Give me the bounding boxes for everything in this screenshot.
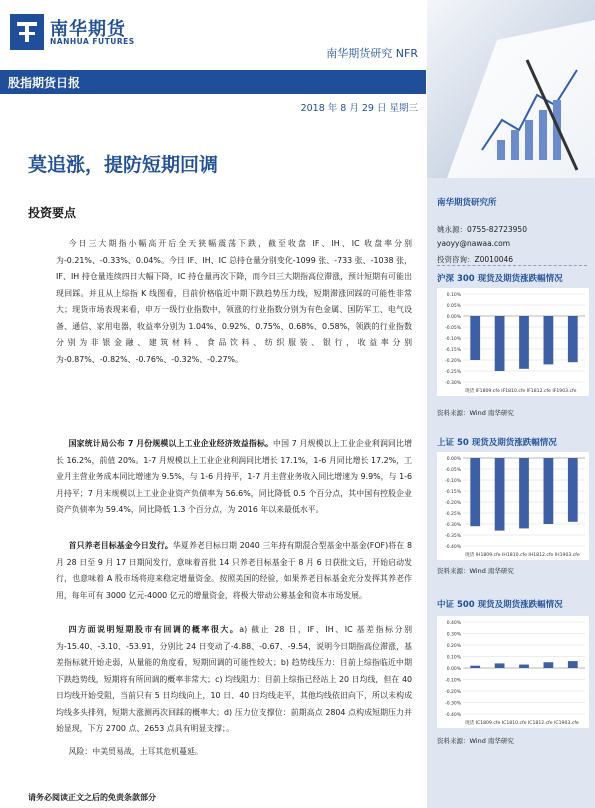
y-tick-label: -0.05%: [445, 468, 461, 473]
y-tick-label: -0.25%: [445, 512, 461, 517]
y-tick-label: 0.10%: [446, 293, 461, 298]
bar: [544, 662, 554, 668]
chart-title-sz50: 上证 50 现货及期货涨跌幅情况: [437, 438, 557, 448]
y-tick-label: 0.00%: [446, 667, 461, 672]
bar: [568, 661, 578, 668]
y-tick-label: -0.10%: [445, 678, 461, 684]
paragraph-market-summary: 今日三大期指小幅高开后全天狭幅震荡下跌，截至收盘 IF、IH、IC 收盘率分别为-0.21%、-0.33%、0.04%。今日 IF、IH、IC 总持仓量分别变化-1099 张、-733 张、-1038 张，IF、IH 持仓量连续四日大幅下降，IC 持仓量再次下降，而今日三大期指高位滞涨，预计短期有可能出现回踩。并且从上综指 K 线图看，目前价格临近中期下跌趋势压力线，短期滞涨回踩的可能性非常大；现货市场表现来看，申万一级行业指数中，领涨的行业指数分别为有色金属、国防军工、电气设备、通信、家用电器，收益率分别为 1.04%、0.92%、0.75%、0.68%、0.58%，领跌的行业指数分别为非银金融、建筑材料、食品饮料、纺织服装、银行，收益率分别为-0.87%、-0.82%、-0.76%、-0.32%、-0.27%。: [56, 239, 412, 364]
disclaimer-note: 请务必阅读正文之后的免责条款部分: [28, 793, 156, 802]
paragraph-body: a) 截止 28 日，IF、IH、IC 基差指标分别为-15.40、-3.10、-53.91，分别比 24 日变动了-4.88、-0.67、-9.54，说明今日期指高位滞涨，基差指标就开始走弱，从量能的角度看，短期回调的可能性较大；b) 趋势线压力：目前上综指临近中期下跌趋势线，短期将有所回调的概率非常大；c) 均线阻力：目前上综指已经站上 20 日均线，但在 40 日均线开始受阻，当前只有 5 日均线向上，10 日、40 日均线走平，其他均线依旧向下，所以未构成均线多头排列，短期大涨测再次回踩的概率大；d) 压力位支撑位：前期高点 2804 点构成短期压力并始显现，下方 2700 点、2653 点具有明显支撑；。: [56, 625, 412, 733]
bar: [519, 665, 529, 668]
bar: [568, 316, 578, 362]
bar-chart-hs300: [437, 288, 589, 396]
paragraph-pension-fund: [56, 538, 412, 604]
y-tick-label: -0.15%: [445, 490, 461, 495]
paragraph-correction-risk: [56, 622, 412, 738]
y-tick-label: 0.10%: [446, 655, 461, 661]
bar: [495, 663, 505, 668]
y-tick-label: -0.10%: [445, 479, 461, 484]
paragraph-body: 中国 7 月规模以上工业企业利润同比增长 16.2%，前值 20%。1-7 月规模以上工业企业利润同比增长 17.1%，1-6 月同比增长 17.2%，工业月主营业务成本同比增速为 9.5%，与 1-6 月持平，1-7 月主营业务收入同比增速为 9.9%，与 1-6 月持平；7 月末规模以上工业企业资产负债率为 56.6%，同比降低 0.5 个百分点，其中国有控股企业资产负债率为 59.4%，同比降低 1.3 个百分点，为 2016 年以来最低水平。: [56, 439, 412, 514]
chart-title-zz500: 中证 500 现货及期货涨跌幅情况: [437, 600, 563, 610]
bar: [470, 458, 480, 526]
y-tick-label: 0.40%: [446, 621, 461, 626]
bar: [519, 316, 529, 369]
logo-mark: [10, 14, 44, 50]
y-tick-label: 0.00%: [446, 457, 461, 462]
cover-photo: [427, 0, 595, 178]
y-tick-label: -0.30%: [445, 701, 461, 707]
y-tick-label: -0.15%: [445, 348, 461, 353]
paragraph-lead: 国家统计局公布 7 月份规模以上工业企业经济效益指标。: [68, 439, 274, 448]
logo-text-cn: 南华期货: [50, 19, 126, 40]
y-tick-label: -0.40%: [445, 713, 461, 718]
y-tick-label: -0.25%: [445, 370, 461, 375]
y-tick-label: 0.30%: [446, 632, 461, 638]
y-tick-label: -0.30%: [445, 523, 461, 528]
chart-source-zz500: 资料来源：Wind 南华研究: [437, 737, 514, 745]
chart-source-sz50: 资料来源：Wind 南华研究: [437, 567, 514, 575]
sidebar-divider: [437, 265, 587, 266]
y-tick-label: -0.05%: [445, 326, 461, 331]
chart-zz500: [437, 616, 589, 728]
bar: [544, 316, 554, 364]
page-title: 莫追涨，提防短期回调: [28, 154, 219, 176]
section-heading: 投资要点: [28, 206, 77, 220]
bar: [495, 458, 505, 531]
report-type: 股指期货日报: [8, 76, 81, 90]
bar: [495, 316, 505, 371]
y-tick-label: -0.20%: [445, 501, 461, 506]
x-tick-labels: 现货 IH1809.cfe IH1810.cfe IH1812.cfe IH1903.cfe: [465, 553, 580, 558]
bar-chart-zz500: [437, 616, 589, 728]
y-tick-label: -0.30%: [445, 381, 461, 386]
paragraph-risk-note: 风险：中美贸易战，土耳其危机蔓延。: [68, 747, 203, 756]
x-tick-labels: 现货 IF1809.cfe IF1810.cfe IF1812.cfe IF1903.cfe: [465, 389, 577, 394]
bar: [470, 316, 480, 360]
y-tick-label: 0.20%: [446, 644, 461, 649]
logo-text-en: NANHUA FUTURES: [50, 37, 135, 46]
bar-chart-sz50: [437, 452, 589, 560]
chart-hs300: [437, 288, 589, 396]
chart-paper-image-icon: [427, 0, 595, 178]
bar: [519, 458, 529, 528]
y-tick-label: 0.05%: [446, 304, 461, 309]
y-tick-label: -0.20%: [445, 359, 461, 364]
paragraph-body: 华夏养老目标日期 2040 三年持有期混合型基金中基金(FOF)将在 8 月 28 日至 9 月 17 日期间发行，意味着首批 14 只养老目标基金于 8 月 6 日获批文后，开始启动发行，也意味着 A 股市场将迎来稳定增量资金。按照美国的经验，如果养老目标基金充分发挥其养老作用，每年可有 3000 亿元-4000 亿元的增量资金，将极大带动公募基金和资本市场发展。: [56, 541, 412, 600]
y-tick-label: -0.20%: [445, 690, 461, 695]
research-label: 南华期货研究 NFR: [326, 47, 418, 60]
x-tick-labels: 现货 IC1809.cfe IC1810.cfe IC1812.cfe IC1903.cfe: [465, 721, 579, 726]
sidebar-institute: 南华期货研究所: [437, 198, 497, 208]
chart-title-hs300: 沪深 300 现货及期货涨跌幅情况: [437, 274, 563, 284]
analyst-email: yaoyy@nawaa.com: [437, 239, 511, 248]
nanhua-logo-icon: [10, 14, 44, 50]
y-tick-label: 0.00%: [446, 315, 461, 320]
bar: [544, 458, 554, 524]
report-date: 2018 年 8 月 29 日 星期三: [300, 103, 418, 114]
y-tick-label: -0.10%: [445, 337, 461, 342]
analyst-contact: 姚永源：0755-82723950: [437, 225, 527, 234]
chart-sz50: [437, 452, 589, 560]
y-tick-label: -0.40%: [445, 545, 461, 550]
bar: [568, 458, 578, 522]
y-tick-label: -0.35%: [445, 534, 461, 539]
paragraph-lead: 首只养老目标基金今日发行。: [68, 541, 173, 550]
chart-source-hs300: 资料来源：Wind 南华研究: [437, 409, 514, 417]
paragraph-industrial-profits: [56, 436, 412, 519]
paragraph-lead: 四方面说明短期股市有回调的概率很大。: [68, 625, 240, 634]
bar: [470, 666, 480, 668]
analyst-license: 投资咨询：Z0010046: [437, 255, 514, 264]
